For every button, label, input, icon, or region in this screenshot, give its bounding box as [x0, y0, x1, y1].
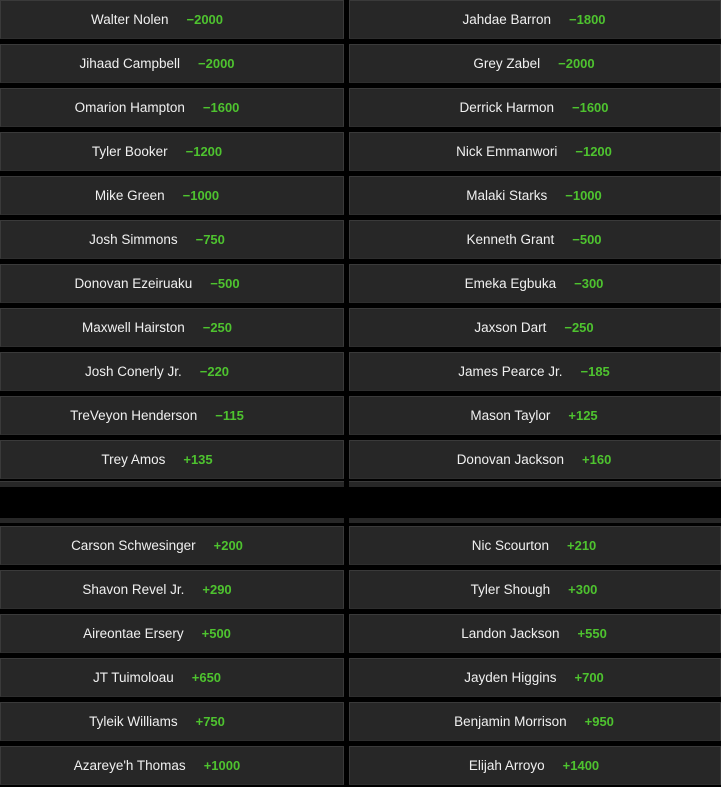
player-name: Tyleik Williams [89, 714, 178, 729]
player-odds-button[interactable] [0, 614, 344, 653]
player-name: TreVeyon Henderson [70, 408, 198, 423]
clipped-row-top [0, 481, 721, 487]
player-odds-button[interactable] [349, 176, 721, 215]
odds-value: −1000 [565, 188, 602, 203]
player-name: Malaki Starks [466, 188, 548, 203]
player-name: JT Tuimoloau [92, 670, 174, 685]
odds-section-bottom [0, 526, 721, 785]
player-odds-button[interactable] [0, 88, 344, 127]
odds-value: +135 [183, 452, 213, 467]
player-odds-button[interactable] [0, 702, 344, 741]
odds-value: +200 [213, 538, 243, 553]
odds-value: −1200 [185, 144, 223, 159]
player-name: Derrick Harmon [459, 100, 554, 115]
player-odds-button[interactable] [0, 352, 344, 391]
odds-value: −500 [210, 276, 240, 291]
player-odds-button[interactable] [0, 0, 344, 39]
section-divider-band [0, 481, 721, 523]
player-name: Nic Scourton [471, 538, 549, 553]
player-odds-button[interactable] [349, 526, 721, 565]
player-odds-button[interactable] [349, 220, 721, 259]
odds-value: −2000 [198, 56, 235, 71]
player-odds-button[interactable] [0, 440, 344, 479]
player-name: Tyler Booker [91, 144, 168, 159]
player-odds-button[interactable] [0, 132, 344, 171]
odds-value: +1400 [562, 758, 600, 773]
clipped-row-cell [0, 518, 344, 523]
odds-value: −2000 [558, 56, 595, 71]
player-name: Landon Jackson [461, 626, 560, 641]
odds-value: −115 [215, 408, 244, 423]
odds-value: +950 [584, 714, 614, 729]
player-name: Jayden Higgins [464, 670, 557, 685]
player-odds-button[interactable] [0, 746, 344, 785]
odds-value: −1200 [575, 144, 612, 159]
player-name: Jaxson Dart [474, 320, 547, 335]
player-odds-button[interactable] [349, 658, 721, 697]
player-name: Grey Zabel [473, 56, 541, 71]
player-odds-button[interactable] [349, 440, 721, 479]
player-name: Azareye'h Thomas [73, 758, 186, 773]
odds-value: +700 [574, 670, 604, 685]
player-name: Maxwell Hairston [81, 320, 185, 335]
player-odds-button[interactable] [349, 264, 721, 303]
odds-value: −1600 [572, 100, 609, 115]
clipped-row-cell [349, 481, 721, 487]
player-name: Jihaad Campbell [79, 56, 181, 71]
odds-value: +650 [191, 670, 222, 685]
odds-value: +550 [577, 626, 607, 641]
black-divider [0, 487, 721, 518]
odds-value: −300 [574, 276, 604, 291]
player-name: Nick Emmanwori [456, 144, 558, 159]
player-odds-button[interactable] [0, 44, 344, 83]
player-name: Josh Simmons [89, 232, 178, 247]
odds-value: −1000 [182, 188, 220, 203]
odds-value: −220 [199, 364, 230, 379]
player-name: James Pearce Jr. [458, 364, 563, 379]
player-name: Elijah Arroyo [468, 758, 545, 773]
player-name: Trey Amos [101, 452, 166, 467]
player-odds-button[interactable] [349, 396, 721, 435]
player-odds-button[interactable] [0, 176, 344, 215]
clipped-row-cell [0, 481, 344, 487]
odds-value: −1600 [202, 100, 240, 115]
odds-value: +1000 [203, 758, 241, 773]
odds-value: +125 [568, 408, 598, 423]
odds-value: +210 [567, 538, 597, 553]
clipped-row-bottom [0, 518, 721, 523]
player-name: Mason Taylor [470, 408, 551, 423]
clipped-row-cell [349, 518, 721, 523]
player-odds-button[interactable] [349, 352, 721, 391]
player-name: Tyler Shough [470, 582, 551, 597]
player-odds-button[interactable] [349, 570, 721, 609]
player-name: Omarion Hampton [74, 100, 185, 115]
player-name: Jahdae Barron [462, 12, 552, 27]
player-odds-button[interactable] [0, 396, 344, 435]
player-odds-button[interactable] [349, 88, 721, 127]
player-odds-button[interactable] [349, 702, 721, 741]
odds-value: −250 [564, 320, 594, 335]
player-name: Josh Conerly Jr. [84, 364, 182, 379]
player-odds-button[interactable] [349, 44, 721, 83]
player-odds-button[interactable] [349, 0, 721, 39]
odds-value: −1800 [569, 12, 606, 27]
player-name: Walter Nolen [90, 12, 169, 27]
player-odds-button[interactable] [0, 658, 344, 697]
odds-value: +160 [582, 452, 612, 467]
odds-value: −500 [572, 232, 602, 247]
odds-value: +300 [568, 582, 598, 597]
player-name: Emeka Egbuka [464, 276, 557, 291]
odds-value: −250 [202, 320, 233, 335]
player-name: Mike Green [94, 188, 165, 203]
player-name: Aireontae Ersery [83, 626, 184, 641]
odds-value: −2000 [186, 12, 224, 27]
player-odds-button[interactable] [0, 526, 344, 565]
player-name: Shavon Revel Jr. [82, 582, 185, 597]
player-name: Kenneth Grant [466, 232, 555, 247]
odds-value: +750 [195, 714, 225, 729]
player-odds-button[interactable] [349, 614, 721, 653]
odds-value: +290 [202, 582, 232, 597]
odds-value: −185 [580, 364, 610, 379]
player-name: Donovan Ezeiruaku [74, 276, 193, 291]
player-odds-button[interactable] [349, 132, 721, 171]
player-odds-button[interactable] [0, 220, 344, 259]
player-name: Carson Schwesinger [71, 538, 196, 553]
player-odds-button[interactable] [349, 746, 721, 785]
odds-value: +500 [201, 626, 231, 641]
odds-value: −750 [195, 232, 225, 247]
player-odds-button[interactable] [0, 264, 344, 303]
player-name: Donovan Jackson [456, 452, 565, 467]
player-odds-button[interactable] [349, 308, 721, 347]
player-odds-button[interactable] [0, 570, 344, 609]
player-name: Benjamin Morrison [454, 714, 567, 729]
player-odds-button[interactable] [0, 308, 344, 347]
